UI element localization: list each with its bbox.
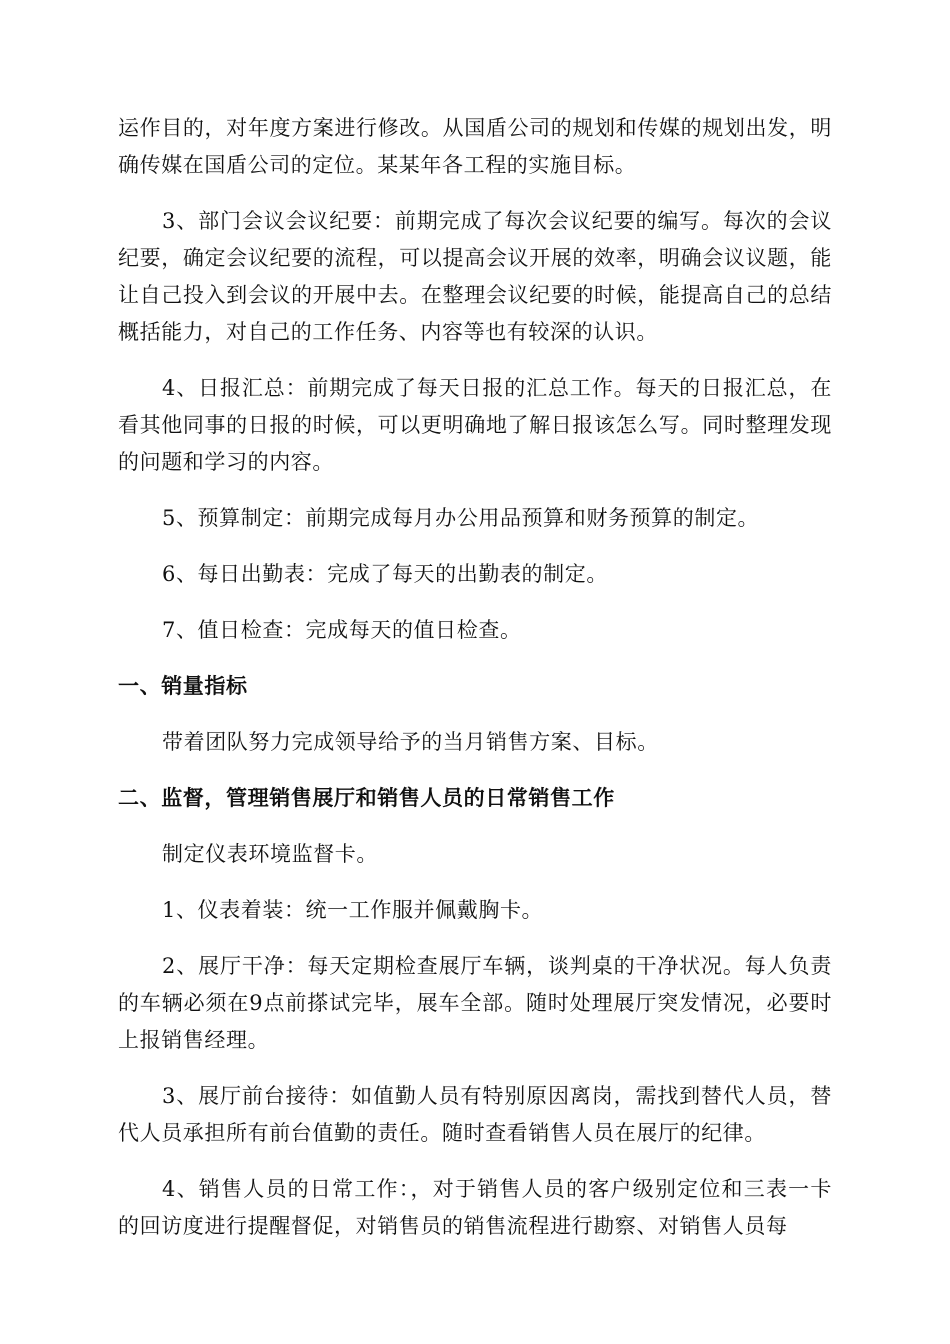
paragraph-meeting-minutes: 3、部门会议会议纪要：前期完成了每次会议纪要的编写。每次的会议纪要，确定会议纪要的流程，可以提高会议开展的效率，明确会议议题，能让自己投入到会议的开展中去。在整理会议纪要的时候，能提高自己的总结概括能力，对自己的工作任务、内容等也有较深的认识。 xyxy=(118,209,832,344)
heading-sales-target: 一、销量指标 xyxy=(118,674,248,698)
document-page xyxy=(118,110,832,1264)
paragraph-daily-work: 4、销售人员的日常工作：，对于销售人员的客户级别定位和三表一卡的回访度进行提醒督促，对销售员的销售流程进行勘察、对销售人员每 xyxy=(118,1177,832,1238)
paragraph-front-desk: 3、展厅前台接待：如值勤人员有特别原因离岗，需找到替代人员，替代人员承担所有前台值勤的责任。随时查看销售人员在展厅的纪律。 xyxy=(118,1084,832,1145)
paragraph-showroom-clean: 2、展厅干净：每天定期检查展厅车辆，谈判桌的干净状况。每人负责的车辆必须在9点前搽试完毕，展车全部。随时处理展厅突发情况，必要时上报销售经理。 xyxy=(118,954,832,1052)
paragraph-budget: 5、预算制定：前期完成每月办公用品预算和财务预算的制定。 xyxy=(162,506,760,530)
paragraph-intro-continued: 运作目的，对年度方案进行修改。从国盾公司的规划和传媒的规划出发，明确传媒在国盾公司的定位。某某年各工程的实施目标。 xyxy=(118,116,832,177)
paragraph-attendance: 6、每日出勤表：完成了每天的出勤表的制定。 xyxy=(162,562,608,586)
paragraph-dress-code: 1、仪表着装：统一工作服并佩戴胸卡。 xyxy=(162,898,544,922)
paragraph-daily-report: 4、日报汇总：前期完成了每天日报的汇总工作。每天的日报汇总，在看其他同事的日报的时候，可以更明确地了解日报该怎么写。同时整理发现的问题和学习的内容。 xyxy=(118,376,832,474)
paragraph-sales-target: 带着团队努力完成领导给予的当月销售方案、目标。 xyxy=(162,730,659,754)
paragraph-supervision-card: 制定仪表环境监督卡。 xyxy=(162,842,378,866)
heading-supervision: 二、监督，管理销售展厅和销售人员的日常销售工作 xyxy=(118,786,615,810)
paragraph-duty-check: 7、值日检查：完成每天的值日检查。 xyxy=(162,618,522,642)
